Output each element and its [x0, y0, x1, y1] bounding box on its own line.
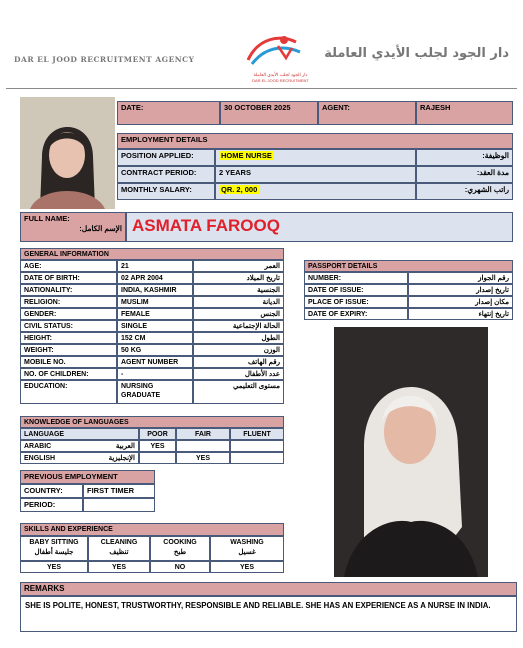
header-divider [6, 88, 517, 89]
general-label-ar: عدد الأطفال [193, 368, 284, 380]
passport-label-ar: مكان إصدار [408, 296, 513, 308]
country-value: FIRST TIMER [83, 484, 155, 498]
skill-value: NO [150, 561, 210, 573]
skill-header [88, 536, 150, 561]
skill-name: WASHING [230, 539, 264, 546]
country-label: COUNTRY: [20, 484, 83, 498]
full-name-label-ar: الإسم الكامل: [79, 224, 122, 233]
general-label-ar: الجنس [193, 308, 284, 320]
general-value: - [117, 368, 193, 380]
skills-title: SKILLS AND EXPERIENCE [20, 523, 284, 536]
position-value: HOME NURSE [215, 149, 416, 166]
salary-value: QR. 2, 000 [215, 183, 416, 200]
skill-name-ar: غسيل [238, 549, 256, 556]
general-value: FEMALE [117, 308, 193, 320]
general-title: GENERAL INFORMATION [20, 248, 284, 260]
general-label-ar: الوزن [193, 344, 284, 356]
general-value: 21 [117, 260, 193, 272]
skill-name-ar: طبخ [173, 549, 187, 556]
skill-value: YES [88, 561, 150, 573]
period-label: PERIOD: [20, 498, 83, 512]
skill-value: YES [210, 561, 284, 573]
position-label: POSITION APPLIED: [117, 149, 215, 166]
previous-title: PREVIOUS EMPLOYMENT [20, 470, 155, 484]
passport-label: DATE OF ISSUE: [304, 284, 408, 296]
general-label: AGE: [20, 260, 117, 272]
contract-value: 2 YEARS [215, 166, 416, 183]
general-value: 02 APR 2004 [117, 272, 193, 284]
general-label-ar: مستوى التعليمي [193, 380, 284, 404]
general-label: DATE OF BIRTH: [20, 272, 117, 284]
general-label: MOBILE NO. [20, 356, 117, 368]
general-label: HEIGHT: [20, 332, 117, 344]
remarks-text: SHE IS POLITE, HONEST, TRUSTWORTHY, RESPONSIBLE AND RELIABLE. SHE HAS AN EXPERIENCE AS A NURSE IN INDIA. [20, 596, 517, 632]
agent-value: RAJESH [416, 101, 513, 125]
general-label: EDUCATION: [20, 380, 117, 404]
general-label: RELIGION: [20, 296, 117, 308]
remarks-title: REMARKS [20, 582, 517, 596]
lang-english-fair: YES [176, 452, 230, 464]
salary-label: MONTHLY SALARY: [117, 183, 215, 200]
lang-arabic-fluent [230, 440, 284, 452]
full-name-label-en: FULL NAME: [24, 214, 70, 223]
general-value: MUSLIM [117, 296, 193, 308]
applicant-photo-large [334, 327, 488, 577]
general-label-ar: رقم الهاتف [193, 356, 284, 368]
salary-label-ar: راتب الشهري: [416, 183, 513, 200]
date-value: 30 OCTOBER 2025 [220, 101, 318, 125]
general-value: INDIA, KASHMIR [117, 284, 193, 296]
full-name-label [20, 212, 126, 242]
passport-label-ar: تاريخ إنتهاء [408, 308, 513, 320]
lang-header-fair: FAIR [176, 428, 230, 440]
agency-name-ar: دار الجود لجلب الأيدي العاملة [324, 46, 509, 61]
general-label: GENDER: [20, 308, 117, 320]
skill-name: CLEANING [100, 539, 138, 546]
general-value: NURSING GRADUATE [117, 380, 193, 404]
general-label: NO. OF CHILDREN: [20, 368, 117, 380]
passport-title: PASSPORT DETAILS [304, 260, 513, 272]
passport-label: NUMBER: [304, 272, 408, 284]
skill-name: COOKING [163, 539, 197, 546]
applicant-photo-small [20, 97, 115, 209]
passport-label: PLACE OF ISSUE: [304, 296, 408, 308]
passport-label-ar: تاريخ إصدار [408, 284, 513, 296]
languages-title: KNOWLEDGE OF LANGUAGES [20, 416, 284, 428]
skill-name-ar: جليسة أطفال [34, 549, 74, 556]
lang-header-poor: POOR [139, 428, 176, 440]
general-label-ar: الحالة الإجتماعية [193, 320, 284, 332]
agent-label: AGENT: [318, 101, 416, 125]
passport-label: DATE OF EXPIRY: [304, 308, 408, 320]
lang-arabic-poor: YES [139, 440, 176, 452]
logo-text-ar: دار الجود لجلب الأيدي العاملة [253, 72, 308, 77]
general-label: WEIGHT: [20, 344, 117, 356]
full-name-value: ASMATA FAROOQ [126, 212, 513, 242]
general-value: AGENT NUMBER [117, 356, 193, 368]
general-label: CIVIL STATUS: [20, 320, 117, 332]
general-value: SINGLE [117, 320, 193, 332]
contract-label-ar: مدة العقد: [416, 166, 513, 183]
lang-header-language: LANGUAGE [20, 428, 139, 440]
skill-name: BABY SITTING [29, 539, 79, 546]
lang-english-poor [139, 452, 176, 464]
lang-row-arabic: ARABIC العربية [20, 440, 139, 452]
lang-row-english: ENGLISH الإنجليزية [20, 452, 139, 464]
contract-label: CONTRACT PERIOD: [117, 166, 215, 183]
skill-header [150, 536, 210, 561]
general-label-ar: الديانة [193, 296, 284, 308]
general-value: 152 CM [117, 332, 193, 344]
skill-header [20, 536, 88, 561]
general-label-ar: تاريخ الميلاد [193, 272, 284, 284]
skill-header [210, 536, 284, 561]
general-label-ar: الطول [193, 332, 284, 344]
lang-english-fluent [230, 452, 284, 464]
logo-icon [238, 30, 323, 70]
agency-logo [238, 30, 323, 88]
passport-label-ar: رقم الجواز [408, 272, 513, 284]
position-label-ar: الوظيفة: [416, 149, 513, 166]
period-value [83, 498, 155, 512]
employment-title: EMPLOYMENT DETAILS [117, 133, 513, 149]
skill-value: YES [20, 561, 88, 573]
general-label-ar: العمر [193, 260, 284, 272]
general-label-ar: الجنسية [193, 284, 284, 296]
date-label: DATE: [117, 101, 220, 125]
logo-text-en: DAR EL JOOD RECRUITMENT [252, 78, 309, 83]
lang-arabic-fair [176, 440, 230, 452]
lang-header-fluent: FLUENT [230, 428, 284, 440]
general-label: NATIONALITY: [20, 284, 117, 296]
skill-name-ar: تنظيف [109, 549, 129, 556]
agency-name-en: DAR EL JOOD RECRUITMENT AGENCY [14, 55, 195, 64]
general-value: 50 KG [117, 344, 193, 356]
